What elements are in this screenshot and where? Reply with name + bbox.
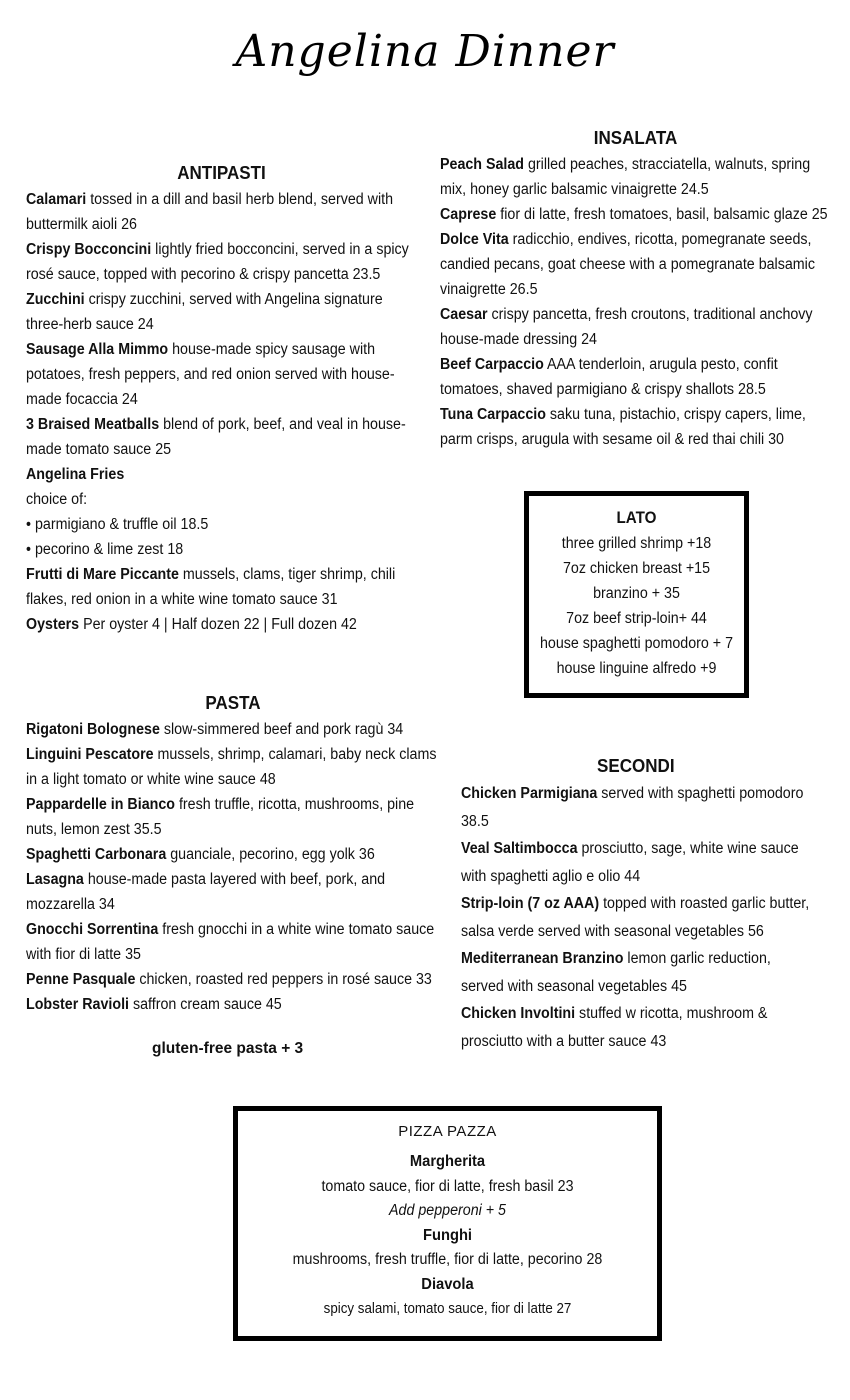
lato-item: branzino + 35 (593, 585, 680, 602)
menu-item (440, 302, 831, 352)
item-name: Gnocchi Sorrentina (26, 921, 159, 938)
menu-item (26, 412, 417, 462)
fries-option: • pecorino & lime zest 18 (26, 537, 417, 562)
item-name: Tuna Carpaccio (440, 406, 546, 423)
item-name: Mediterranean Branzino (461, 950, 624, 967)
menu-item (461, 1000, 811, 1055)
item-desc: guanciale, pecorino, egg yolk 36 (170, 846, 375, 863)
item-desc: crispy pancetta, fresh croutons, traditional anchovy house-made dressing 24 (440, 306, 813, 348)
menu-item (26, 967, 440, 992)
item-desc: saku tuna, pistachio, crispy capers, lime, parm crisps, arugula with sesame oil & red thai chili 30 (440, 406, 806, 448)
item-name: Lobster Ravioli (26, 996, 130, 1013)
item-desc: house-made spicy sausage with potatoes, fresh peppers, and red onion served with house-made focaccia 24 (26, 341, 395, 408)
pizza-desc: tomato sauce, fior di latte, fresh basil 23 (321, 1177, 574, 1195)
item-name: Linguini Pescatore (26, 746, 154, 763)
item-name: Angelina Fries (26, 466, 125, 483)
pizza-desc: mushrooms, fresh truffle, fior di latte, pecorino 28 (292, 1251, 603, 1268)
lato-item: 7oz beef strip-loin+ 44 (566, 610, 707, 627)
insalata-heading: INSALATA (593, 127, 678, 148)
menu-item (26, 917, 440, 967)
fries-choice-label: choice of: (26, 491, 88, 508)
menu-item (461, 780, 811, 835)
item-desc: mussels, clams, tiger shrimp, chili flakes, red onion in a white wine tomato sauce 31 (26, 566, 396, 608)
item-desc: crispy zucchini, served with Angelina signature three-herb sauce 24 (26, 291, 383, 333)
pizza-name: Diavola (421, 1275, 474, 1293)
menu-item (26, 867, 440, 917)
item-name: Veal Saltimbocca (461, 840, 578, 857)
item-desc: Per oyster 4 | Half dozen 22 | Full dozen 42 (83, 616, 357, 633)
item-name: Calamari (26, 191, 87, 208)
item-name: Crispy Bocconcini (26, 241, 152, 258)
item-name: Chicken Parmigiana (461, 785, 598, 802)
item-desc: prosciutto, sage, white wine sauce with spaghetti aglio e olio 44 (461, 840, 799, 885)
item-name: Strip-loin (7 oz AAA) (461, 895, 600, 912)
item-desc: saffron cream sauce 45 (132, 996, 282, 1013)
item-name: Peach Salad (440, 156, 525, 173)
item-name: Frutti di Mare Piccante (26, 566, 179, 583)
item-desc: served with spaghetti pomodoro 38.5 (461, 785, 804, 830)
item-name: Caprese (440, 206, 497, 223)
lato-item: house spaghetti pomodoro + 7 (539, 635, 734, 652)
item-desc: tossed in a dill and basil herb blend, served with buttermilk aioli 26 (26, 191, 394, 233)
gluten-free-note: gluten-free pasta + 3 (152, 1040, 304, 1057)
menu-item (440, 227, 831, 302)
item-desc: topped with roasted garlic butter, salsa verde served with seasonal vegetables 56 (461, 895, 810, 940)
menu-item (440, 352, 831, 402)
item-name: Zucchini (26, 291, 85, 308)
item-name: Caesar (440, 306, 488, 323)
pizza-desc: spicy salami, tomato sauce, fior di latte 27 (323, 1301, 572, 1317)
menu-item (461, 835, 811, 890)
menu-item (26, 792, 440, 842)
lato-item: house linguine alfredo +9 (556, 660, 717, 677)
menu-item (26, 842, 440, 867)
secondi-heading: SECONDI (597, 755, 675, 776)
menu-item (26, 337, 417, 412)
insalata-section (440, 126, 831, 452)
item-desc: stuffed w ricotta, mushroom & prosciutto with a butter sauce 43 (461, 1005, 768, 1050)
item-desc: lightly fried bocconcini, served in a spicy rosé sauce, topped with pecorino & crispy pancetta 23.5 (26, 241, 409, 283)
pasta-section (26, 691, 440, 1017)
menu-item (26, 992, 440, 1017)
pasta-heading: PASTA (205, 692, 261, 713)
item-name: Pappardelle in Bianco (26, 796, 175, 813)
item-name: Sausage Alla Mimmo (26, 341, 169, 358)
item-name: 3 Braised Meatballs (26, 416, 160, 433)
pizza-name: Margherita (409, 1153, 486, 1170)
item-name: Dolce Vita (440, 231, 509, 248)
menu-item (440, 402, 831, 452)
menu-item (26, 742, 440, 792)
pizza-name: Funghi (422, 1226, 473, 1244)
item-name: Lasagna (26, 871, 84, 888)
item-name: Beef Carpaccio (440, 356, 544, 373)
item-desc: fresh gnocchi in a white wine tomato sauce with fior di latte 35 (26, 921, 435, 963)
lato-box (524, 491, 749, 698)
lato-heading: LATO (616, 509, 657, 527)
menu-item (26, 187, 417, 237)
item-desc: mussels, shrimp, calamari, baby neck clams in a light tomato or white wine sauce 48 (26, 746, 437, 788)
menu-title: Angelina Dinner (235, 26, 615, 77)
item-desc: lemon garlic reduction, served with seasonal vegetables 45 (461, 950, 771, 995)
item-desc: fior di latte, fresh tomatoes, basil, balsamic glaze 25 (500, 206, 828, 223)
pizza-addon: Add pepperoni + 5 (389, 1202, 506, 1219)
menu-item (440, 202, 831, 227)
pizza-box (233, 1106, 662, 1341)
item-desc: house-made pasta layered with beef, pork, and mozzarella 34 (26, 871, 386, 913)
menu-item (440, 152, 831, 202)
item-name: Oysters (26, 616, 80, 633)
fries-option: • parmigiano & truffle oil 18.5 (26, 512, 417, 537)
menu-item-fries (26, 462, 417, 487)
menu-item (26, 717, 440, 742)
secondi-section (461, 754, 811, 1055)
antipasti-heading: ANTIPASTI (177, 162, 266, 183)
menu-item (26, 612, 417, 637)
item-desc: radicchio, endives, ricotta, pomegranate seeds, candied pecans, goat cheese with a pomegranate balsamic vinaigrette 26.5 (440, 231, 815, 298)
antipasti-section (26, 161, 417, 637)
item-desc: grilled peaches, stracciatella, walnuts, spring mix, honey garlic balsamic vinaigrette 24.5 (440, 156, 811, 198)
menu-item (26, 287, 417, 337)
item-desc: blend of pork, beef, and veal in house-made tomato sauce 25 (26, 416, 406, 458)
pizza-heading: PIZZA PAZZA (398, 1123, 497, 1140)
item-desc: chicken, roasted red peppers in rosé sauce 33 (139, 971, 432, 988)
menu-item (461, 890, 811, 945)
lato-item: three grilled shrimp +18 (561, 535, 712, 552)
item-name: Penne Pasquale (26, 971, 136, 988)
item-desc: AAA tenderloin, arugula pesto, confit tomatoes, shaved parmigiano & crispy shallots 28.5 (440, 356, 778, 398)
item-name: Spaghetti Carbonara (26, 846, 167, 863)
item-name: Rigatoni Bolognese (26, 721, 160, 738)
menu-item (26, 237, 417, 287)
item-name: Chicken Involtini (461, 1005, 576, 1022)
item-desc: slow-simmered beef and pork ragù 34 (163, 721, 404, 738)
lato-item: 7oz chicken breast +15 (562, 560, 711, 577)
menu-item (461, 945, 811, 1000)
menu-item (26, 562, 417, 612)
item-desc: fresh truffle, ricotta, mushrooms, pine nuts, lemon zest 35.5 (26, 796, 415, 838)
